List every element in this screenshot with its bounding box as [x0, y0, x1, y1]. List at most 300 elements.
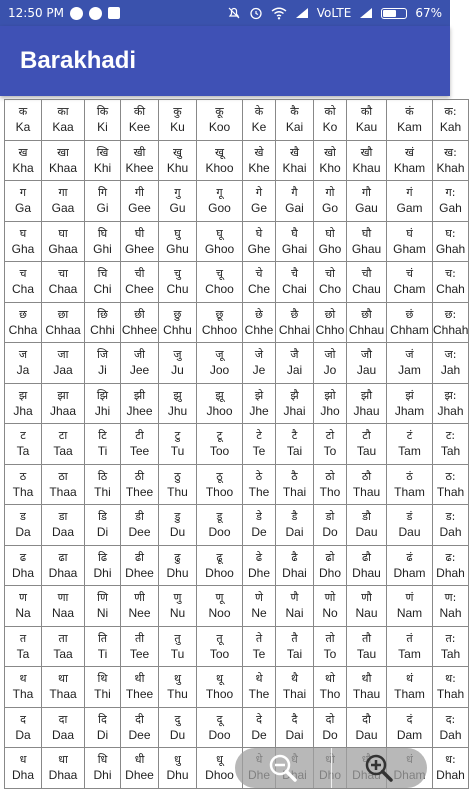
syllable-cell[interactable] [243, 586, 276, 627]
syllable-cell[interactable] [159, 302, 197, 343]
syllable-cell[interactable] [347, 424, 387, 465]
transliteration: Chham [390, 322, 429, 337]
devanagari-syllable: थो [325, 672, 335, 686]
syllable-cell[interactable] [42, 464, 85, 505]
syllable-cell[interactable] [314, 424, 347, 465]
syllable-cell[interactable] [85, 343, 121, 384]
devanagari-syllable: दै [291, 712, 298, 726]
syllable-cell[interactable] [197, 383, 243, 424]
devanagari-syllable: ठे [255, 469, 263, 483]
devanagari-syllable: तं [406, 631, 413, 645]
syllable-cell[interactable] [5, 464, 42, 505]
zoom-out-button[interactable] [235, 748, 331, 788]
syllable-cell[interactable] [347, 626, 387, 667]
syllable-cell[interactable] [5, 424, 42, 465]
syllable-cell[interactable] [314, 383, 347, 424]
devanagari-syllable: घि [97, 226, 108, 240]
syllable-cell[interactable] [276, 424, 314, 465]
devanagari-syllable: छे [255, 307, 263, 321]
syllable-cell[interactable] [197, 140, 243, 181]
syllable-cell[interactable] [243, 343, 276, 384]
syllable-cell[interactable] [347, 100, 387, 141]
syllable-cell[interactable] [197, 545, 243, 586]
transliteration: Ta [16, 444, 30, 459]
syllable-cell[interactable] [314, 343, 347, 384]
syllable-cell[interactable] [159, 221, 197, 262]
syllable-cell[interactable] [121, 343, 159, 384]
syllable-cell[interactable] [314, 626, 347, 667]
syllable-cell[interactable] [121, 140, 159, 181]
transliteration: Cham [393, 282, 426, 297]
transliteration: Tau [356, 646, 377, 661]
syllable-cell[interactable] [387, 262, 433, 303]
transliteration: Dau [355, 525, 378, 540]
transliteration: Ghi [93, 241, 112, 256]
syllable-cell[interactable] [347, 707, 387, 748]
syllable-cell[interactable] [243, 181, 276, 222]
syllable-cell[interactable] [276, 262, 314, 303]
syllable-cell[interactable] [159, 181, 197, 222]
syllable-cell[interactable] [387, 505, 433, 546]
syllable-cell[interactable] [276, 383, 314, 424]
syllable-cell[interactable] [159, 383, 197, 424]
syllable-cell[interactable] [42, 100, 85, 141]
syllable-cell[interactable] [197, 221, 243, 262]
syllable-cell[interactable] [121, 262, 159, 303]
transliteration: Kau [355, 120, 378, 135]
syllable-cell[interactable] [85, 262, 121, 303]
syllable-cell[interactable] [42, 343, 85, 384]
syllable-cell[interactable] [243, 545, 276, 586]
syllable-cell[interactable] [85, 221, 121, 262]
syllable-cell[interactable] [159, 424, 197, 465]
syllable-cell[interactable] [5, 262, 42, 303]
devanagari-syllable: ण: [444, 591, 457, 605]
syllable-cell[interactable] [276, 343, 314, 384]
syllable-cell[interactable] [121, 100, 159, 141]
barakhadi-table-container[interactable] [4, 99, 469, 800]
devanagari-syllable: दु [174, 712, 181, 726]
syllable-cell[interactable] [387, 221, 433, 262]
status-time: 12:50 PM [8, 6, 64, 20]
syllable-cell[interactable] [276, 667, 314, 708]
syllable-cell[interactable] [433, 181, 469, 222]
devanagari-syllable: त: [445, 631, 456, 645]
syllable-cell[interactable] [314, 667, 347, 708]
devanagari-syllable: खौ [360, 145, 373, 159]
syllable-cell[interactable] [85, 707, 121, 748]
syllable-cell[interactable] [243, 262, 276, 303]
syllable-cell[interactable] [276, 586, 314, 627]
syllable-cell[interactable] [5, 302, 42, 343]
devanagari-syllable: छा [57, 307, 69, 321]
transliteration: Dhu [166, 768, 189, 783]
transliteration: Che [247, 282, 270, 297]
syllable-cell[interactable] [85, 181, 121, 222]
syllable-cell[interactable] [85, 464, 121, 505]
syllable-cell[interactable] [433, 626, 469, 667]
syllable-cell[interactable] [243, 464, 276, 505]
syllable-cell[interactable] [243, 140, 276, 181]
syllable-cell[interactable] [42, 262, 85, 303]
transliteration: Tham [394, 484, 425, 499]
transliteration: Dhah [436, 565, 465, 580]
syllable-cell[interactable] [387, 343, 433, 384]
transliteration: Na [15, 606, 31, 621]
syllable-cell[interactable] [121, 667, 159, 708]
syllable-cell[interactable] [159, 464, 197, 505]
syllable-cell[interactable] [347, 181, 387, 222]
syllable-cell[interactable] [387, 667, 433, 708]
syllable-cell[interactable] [433, 383, 469, 424]
zoom-in-button[interactable] [332, 748, 428, 788]
devanagari-syllable: झा [57, 388, 69, 402]
transliteration: Dai [285, 525, 304, 540]
syllable-cell[interactable] [121, 505, 159, 546]
syllable-cell[interactable] [276, 707, 314, 748]
syllable-cell[interactable] [197, 100, 243, 141]
telegram-icon [108, 7, 120, 19]
syllable-cell[interactable] [159, 707, 197, 748]
syllable-cell[interactable] [387, 707, 433, 748]
devanagari-syllable: चं [406, 267, 413, 281]
syllable-cell[interactable] [276, 545, 314, 586]
syllable-cell[interactable] [5, 221, 42, 262]
syllable-cell[interactable] [121, 626, 159, 667]
syllable-cell[interactable] [159, 100, 197, 141]
syllable-cell[interactable] [5, 626, 42, 667]
syllable-cell[interactable] [387, 586, 433, 627]
syllable-cell[interactable] [243, 707, 276, 748]
syllable-cell[interactable] [5, 181, 42, 222]
devanagari-syllable: खे [254, 145, 264, 159]
devanagari-syllable: धी [134, 753, 145, 767]
syllable-cell[interactable] [433, 302, 469, 343]
syllable-cell[interactable] [243, 667, 276, 708]
transliteration: Dhoo [205, 768, 234, 783]
syllable-cell[interactable] [433, 221, 469, 262]
syllable-cell[interactable] [5, 100, 42, 141]
syllable-cell[interactable] [197, 586, 243, 627]
syllable-cell[interactable] [243, 505, 276, 546]
syllable-cell[interactable] [387, 302, 433, 343]
syllable-cell[interactable] [159, 343, 197, 384]
page-title: Barakhadi [20, 47, 137, 74]
transliteration: Ti [97, 444, 108, 459]
syllable-cell[interactable] [433, 464, 469, 505]
syllable-cell[interactable] [387, 383, 433, 424]
syllable-cell[interactable] [197, 505, 243, 546]
syllable-cell[interactable] [197, 424, 243, 465]
transliteration: Chhaa [45, 322, 81, 337]
syllable-cell[interactable] [387, 181, 433, 222]
syllable-cell[interactable] [387, 424, 433, 465]
transliteration: Dhi [93, 768, 112, 783]
devanagari-syllable: कं [405, 105, 414, 119]
syllable-cell[interactable] [387, 140, 433, 181]
syllable-cell[interactable] [314, 100, 347, 141]
transliteration: Jham [394, 403, 425, 418]
syllable-cell[interactable] [243, 100, 276, 141]
syllable-cell[interactable] [243, 221, 276, 262]
syllable-cell[interactable] [121, 181, 159, 222]
syllable-cell[interactable] [314, 140, 347, 181]
syllable-cell[interactable] [42, 221, 85, 262]
transliteration: Da [15, 727, 31, 742]
syllable-cell[interactable] [197, 707, 243, 748]
syllable-cell[interactable] [314, 464, 347, 505]
signal-icon [359, 7, 373, 19]
transliteration: Tai [286, 444, 303, 459]
transliteration: Tam [398, 444, 421, 459]
syllable-cell[interactable] [121, 707, 159, 748]
syllable-cell[interactable] [276, 464, 314, 505]
syllable-cell[interactable] [387, 626, 433, 667]
syllable-cell[interactable] [243, 626, 276, 667]
syllable-cell[interactable] [5, 667, 42, 708]
transliteration: Khe [248, 160, 270, 175]
syllable-cell[interactable] [85, 748, 121, 789]
syllable-cell[interactable] [5, 140, 42, 181]
devanagari-syllable: दं [406, 712, 413, 726]
syllable-cell[interactable] [387, 545, 433, 586]
devanagari-syllable: डु [174, 510, 181, 524]
syllable-cell[interactable] [159, 748, 197, 789]
syllable-cell[interactable] [121, 545, 159, 586]
devanagari-syllable: दे [256, 712, 262, 726]
transliteration: Chhah [433, 322, 469, 337]
transliteration: Ghah [435, 241, 466, 256]
syllable-cell[interactable] [433, 667, 469, 708]
transliteration: Dee [128, 525, 151, 540]
syllable-cell[interactable] [314, 586, 347, 627]
syllable-cell[interactable] [314, 181, 347, 222]
syllable-cell[interactable] [42, 424, 85, 465]
syllable-cell[interactable] [159, 140, 197, 181]
transliteration: Tai [286, 646, 303, 661]
syllable-cell[interactable] [314, 545, 347, 586]
devanagari-syllable: डै [291, 510, 298, 524]
syllable-cell[interactable] [42, 140, 85, 181]
syllable-cell[interactable] [243, 424, 276, 465]
syllable-cell[interactable] [5, 383, 42, 424]
syllable-cell[interactable] [347, 262, 387, 303]
transliteration: Chha [8, 322, 38, 337]
syllable-cell[interactable] [276, 100, 314, 141]
syllable-cell[interactable] [42, 748, 85, 789]
syllable-cell[interactable] [42, 302, 85, 343]
syllable-cell[interactable] [197, 464, 243, 505]
syllable-cell[interactable] [433, 545, 469, 586]
syllable-cell[interactable] [85, 505, 121, 546]
syllable-cell[interactable] [347, 505, 387, 546]
syllable-cell[interactable] [42, 586, 85, 627]
syllable-cell[interactable] [121, 383, 159, 424]
devanagari-syllable: ट: [445, 429, 456, 443]
transliteration: Nam [396, 606, 423, 621]
syllable-cell[interactable] [197, 262, 243, 303]
transliteration: Ni [96, 606, 109, 621]
syllable-cell[interactable] [5, 545, 42, 586]
devanagari-syllable: कू [215, 105, 224, 119]
devanagari-syllable: जं [405, 348, 414, 362]
syllable-cell[interactable] [197, 626, 243, 667]
syllable-cell[interactable] [347, 302, 387, 343]
devanagari-syllable: खु [173, 145, 182, 159]
transliteration: Kam [397, 120, 422, 135]
syllable-cell[interactable] [159, 626, 197, 667]
devanagari-syllable: थे [255, 672, 263, 686]
devanagari-syllable: ठू [216, 469, 223, 483]
transliteration: Dai [285, 727, 304, 742]
syllable-cell[interactable] [433, 424, 469, 465]
devanagari-syllable: जौ [360, 348, 372, 362]
transliteration: Doo [208, 525, 231, 540]
syllable-cell[interactable] [314, 262, 347, 303]
syllable-cell[interactable] [5, 707, 42, 748]
transliteration: Nee [128, 606, 151, 621]
devanagari-syllable: ध: [445, 753, 456, 767]
syllable-cell[interactable] [276, 140, 314, 181]
syllable-cell[interactable] [85, 667, 121, 708]
transliteration: Jhah [437, 403, 464, 418]
syllable-cell[interactable] [433, 140, 469, 181]
syllable-cell[interactable] [314, 221, 347, 262]
syllable-cell[interactable] [42, 707, 85, 748]
syllable-cell[interactable] [121, 748, 159, 789]
devanagari-syllable: झं [405, 388, 414, 402]
syllable-cell[interactable] [276, 626, 314, 667]
transliteration: Tee [129, 444, 150, 459]
syllable-cell[interactable] [42, 667, 85, 708]
transliteration: Thaa [49, 484, 77, 499]
syllable-cell[interactable] [42, 383, 85, 424]
transliteration: To [323, 646, 337, 661]
syllable-cell[interactable] [85, 626, 121, 667]
syllable-cell[interactable] [159, 262, 197, 303]
syllable-cell[interactable] [121, 424, 159, 465]
transliteration: Too [209, 444, 230, 459]
transliteration: Dhee [125, 565, 154, 580]
syllable-cell[interactable] [5, 748, 42, 789]
syllable-cell[interactable] [433, 748, 469, 789]
syllable-cell[interactable] [314, 707, 347, 748]
syllable-cell[interactable] [121, 464, 159, 505]
devanagari-syllable: ति [97, 631, 108, 645]
syllable-cell[interactable] [347, 464, 387, 505]
wifi-icon [271, 7, 287, 20]
syllable-cell[interactable] [347, 221, 387, 262]
syllable-cell[interactable] [433, 505, 469, 546]
devanagari-syllable: घू [216, 226, 223, 240]
devanagari-syllable: गे [255, 186, 263, 200]
syllable-cell[interactable] [387, 464, 433, 505]
devanagari-syllable: डं [406, 510, 413, 524]
syllable-cell[interactable] [347, 586, 387, 627]
syllable-cell[interactable] [433, 707, 469, 748]
syllable-cell[interactable] [433, 586, 469, 627]
syllable-cell[interactable] [243, 302, 276, 343]
syllable-cell[interactable] [121, 302, 159, 343]
syllable-cell[interactable] [5, 343, 42, 384]
transliteration: Thah [436, 484, 465, 499]
syllable-cell[interactable] [197, 181, 243, 222]
transliteration: Jhi [94, 403, 111, 418]
syllable-cell[interactable] [197, 343, 243, 384]
syllable-cell[interactable] [42, 505, 85, 546]
syllable-cell[interactable] [243, 383, 276, 424]
devanagari-syllable: णौ [361, 591, 372, 605]
syllable-cell[interactable] [159, 586, 197, 627]
syllable-cell[interactable] [433, 262, 469, 303]
transliteration: Khu [166, 160, 189, 175]
syllable-cell[interactable] [197, 302, 243, 343]
syllable-cell[interactable] [347, 343, 387, 384]
transliteration: Ghee [124, 241, 155, 256]
syllable-cell[interactable] [197, 667, 243, 708]
transliteration: Gam [396, 201, 423, 216]
syllable-cell[interactable] [347, 667, 387, 708]
transliteration: Dhee [125, 768, 154, 783]
syllable-cell[interactable] [85, 140, 121, 181]
devanagari-syllable: छ: [444, 307, 457, 321]
mute-icon [227, 6, 241, 20]
syllable-cell[interactable] [85, 586, 121, 627]
barakhadi-table [4, 99, 469, 789]
devanagari-syllable: ग [19, 186, 27, 200]
syllable-cell[interactable] [85, 100, 121, 141]
syllable-cell[interactable] [159, 505, 197, 546]
syllable-cell[interactable] [121, 586, 159, 627]
transliteration: Ki [97, 120, 108, 135]
syllable-cell[interactable] [276, 302, 314, 343]
transliteration: Jha [13, 403, 33, 418]
syllable-cell[interactable] [433, 343, 469, 384]
syllable-cell[interactable] [42, 545, 85, 586]
syllable-cell[interactable] [85, 545, 121, 586]
syllable-cell[interactable] [433, 100, 469, 141]
syllable-cell[interactable] [5, 586, 42, 627]
syllable-cell[interactable] [276, 505, 314, 546]
syllable-cell[interactable] [276, 221, 314, 262]
devanagari-syllable: छू [215, 307, 224, 321]
devanagari-syllable: झे [254, 388, 264, 402]
transliteration: Dham [393, 565, 426, 580]
transliteration: Thai [282, 484, 307, 499]
transliteration: Du [169, 727, 186, 742]
syllable-cell[interactable] [85, 383, 121, 424]
syllable-cell[interactable] [42, 181, 85, 222]
syllable-cell[interactable] [5, 505, 42, 546]
syllable-cell[interactable] [347, 545, 387, 586]
devanagari-syllable: तु [174, 631, 181, 645]
transliteration: Chah [436, 282, 465, 297]
syllable-cell[interactable] [347, 140, 387, 181]
syllable-cell[interactable] [276, 181, 314, 222]
devanagari-syllable: दू [216, 712, 223, 726]
transliteration: Ko [322, 120, 338, 135]
syllable-cell[interactable] [85, 424, 121, 465]
syllable-cell[interactable] [121, 221, 159, 262]
syllable-cell[interactable] [314, 302, 347, 343]
syllable-cell[interactable] [85, 302, 121, 343]
syllable-cell[interactable] [314, 505, 347, 546]
syllable-cell[interactable] [347, 383, 387, 424]
syllable-cell[interactable] [387, 100, 433, 141]
syllable-cell[interactable] [42, 626, 85, 667]
syllable-cell[interactable] [159, 545, 197, 586]
syllable-cell[interactable] [159, 667, 197, 708]
